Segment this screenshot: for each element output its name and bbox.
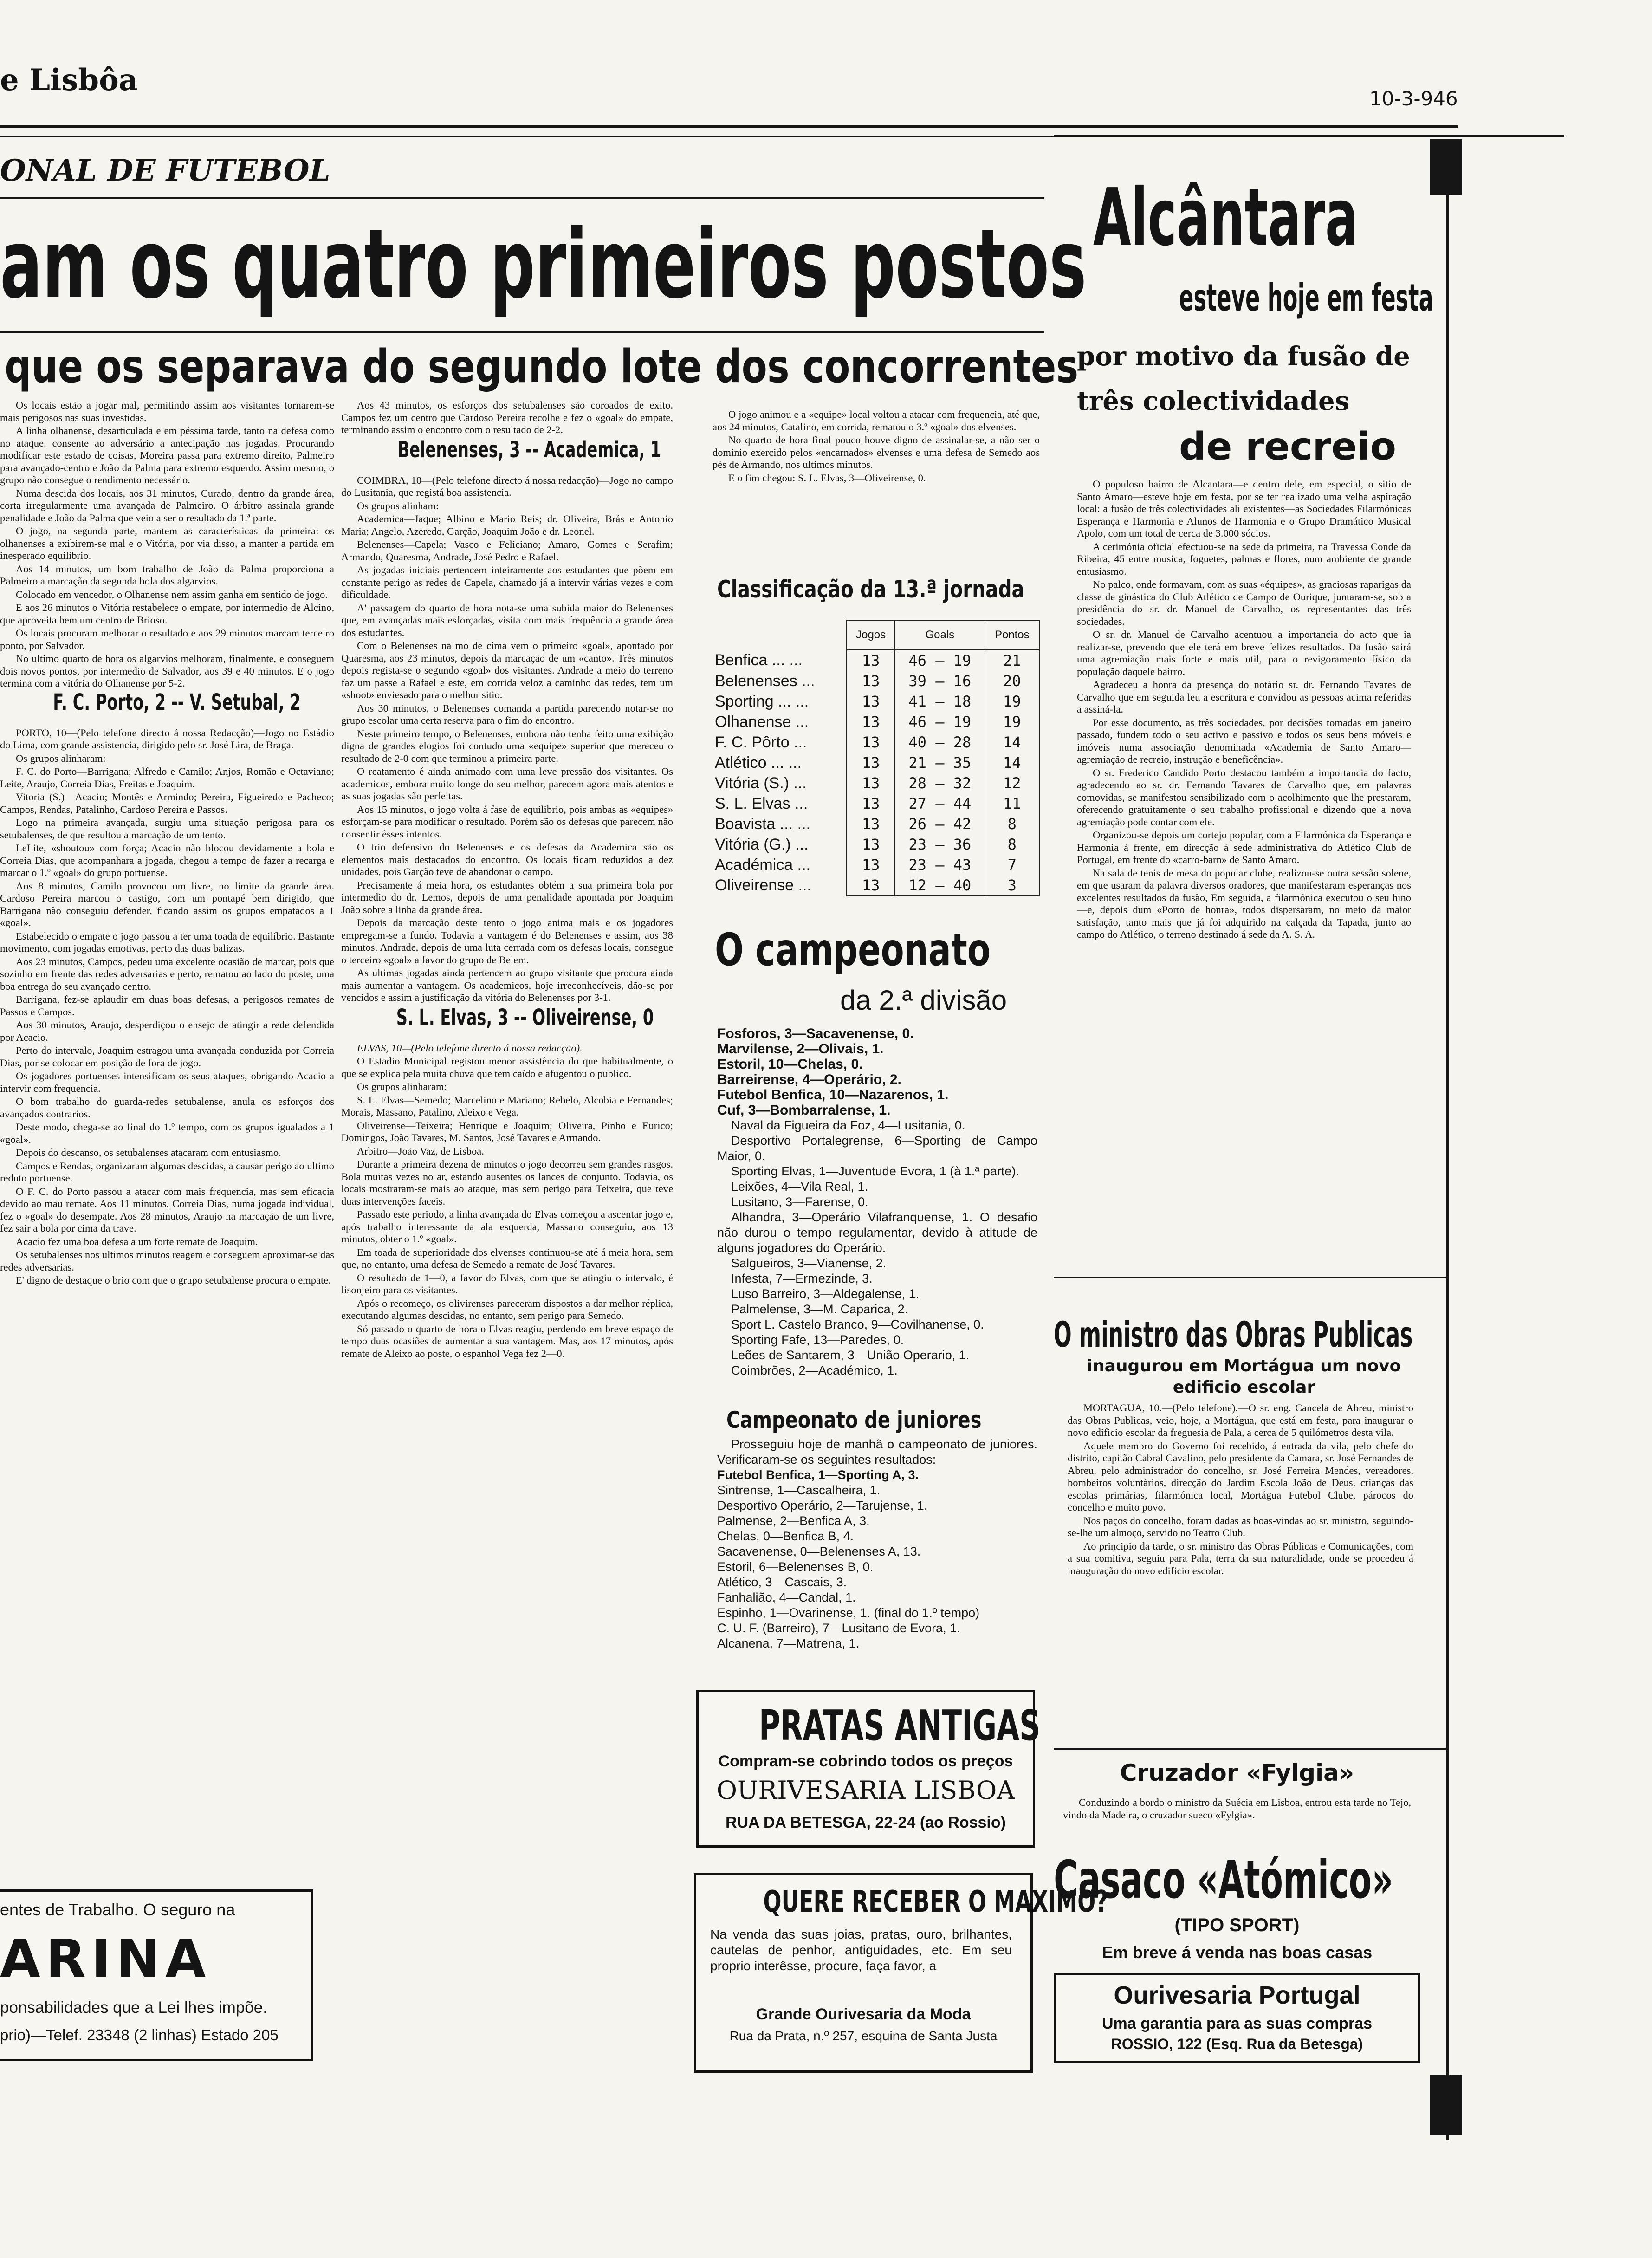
ad-casaco-title-text: Casaco «Atómico»: [1054, 1850, 1393, 1910]
paragraph: MORTAGUA, 10.—(Pelo telefone).—O sr. eng. Cancela de Abreu, ministro das Obras Publicas, veio, hoje, a Mortágua, que está em festa, para inaugurar o novo edificio escolar da freguesia de Pala, a cerca de 5 quilómetros desta vila.: [1068, 1402, 1413, 1438]
points: 19: [985, 712, 1039, 732]
paragraph: Vitoria (S.)—Acacio; Montês e Armindo; Pereira, Figueiredo e Pacheco; Campos, Rendas, Patalinho, Cardoso Pereira e Passos.: [0, 791, 334, 815]
team-name: Vitória (S.) ...: [715, 774, 807, 792]
result-line: Futebol Benfica, 10—Nazarenos, 1.: [717, 1087, 949, 1103]
alcantara-sub1: [1179, 276, 1433, 323]
paragraph: Acacio fez uma boa defesa a um forte remate de Joaquim.: [16, 1235, 258, 1247]
result-line: Alcanena, 7—Matrena, 1.: [717, 1636, 860, 1650]
standings-title-text: Classificação da 13.ª jornada: [717, 576, 1024, 603]
result-line: Estoril, 6—Belenenses B, 0.: [717, 1560, 874, 1574]
paragraph: O trio defensivo do Belenenses e os defesas da Academica são os elementos mais destacados do encontro. Os locais ficam reduzidos a dez unidades, pois Garção teve de abandonar o campo.: [341, 841, 673, 877]
paragraph: Neste primeiro tempo, o Belenenses, embora não tenha feito uma exibição digna de grandes elogios foi contudo uma «equipe» superior que mereceu o resultado de 2-0 com que terminou a primeira parte.: [341, 727, 673, 764]
paragraph: Estabelecido o empate o jogo passou a ter uma toada de equilíbrio. Bastante movimento, com jogadas emotivas, perto das duas balizas.: [0, 930, 334, 954]
paragraph: As ultimas jogadas ainda pertencem ao grupo visitante que procura ainda mais aumentar a vantagem. Os academicos, hoje irreconhecíveis, dão-se por vencidos e assim a justificação da vitória do Belenenses por 3-1.: [341, 967, 673, 1003]
cruzador-title: Cruzador «Fylgia»: [1120, 1759, 1354, 1786]
paragraph: Os grupos alinham:: [357, 500, 439, 512]
standings-title: [717, 576, 1042, 608]
goals: 12 — 40: [895, 875, 985, 896]
ad-seguro-brand: ARINA: [0, 1929, 212, 1989]
games: 13: [847, 773, 895, 793]
points: 21: [985, 650, 1039, 671]
result-line: Fosforos, 3—Sacavenense, 0.: [717, 1026, 914, 1041]
paragraph: Aos 30 minutos, Araujo, desperdiçou o ensejo de atingir a rede defendida por Acacio.: [0, 1019, 334, 1043]
paragraph: ELVAS, 10—(Pelo telefone directo á nossa redacção).: [357, 1042, 583, 1054]
paragraph: E aos 26 minutos o Vitória restabelece o empate, por intermedio de Alcino, que aproveita bem um centro de Brioso.: [0, 602, 334, 626]
result-line: Palmense, 2—Benfica A, 3.: [717, 1514, 870, 1528]
points: 20: [985, 671, 1039, 691]
points: 11: [985, 793, 1039, 814]
paragraph: O reatamento é ainda animado com uma leve pressão dos visitantes. Os academicos, embora muito longe do seu melhor, parecem agora mais atentos e as suas jogadas são perfeitas.: [341, 766, 673, 802]
table-row: [715, 732, 1039, 753]
alcantara-title: [1093, 172, 1418, 265]
alcantara-sub3: de recreio: [1179, 425, 1397, 469]
ad-seguro-line1: entes de Trabalho. O seguro na: [0, 1900, 235, 1919]
table-row: [715, 712, 1039, 732]
col1-article-2: [0, 727, 334, 1287]
col1-article-1: [0, 399, 334, 690]
paragraph: Na sala de tenis de mesa do popular clube, realizou-se outra sessão solene, em que usaram da palavra diversos oradores, que manifestaram esperanças nos excelentes resultados da fusão, Em seguida, a filarmónica executou o seu hino—e, depois dum «Porto de honra», todos dispersaram, no meio da maior satisfação, tanto mais que já foi adquirido na calçada da Tapada, junto ao campo do Atlético, o terreno destinado á sede da A. S. A.: [1077, 867, 1411, 940]
campeonato-subtitle: da 2.ª divisão: [840, 985, 1007, 1016]
paragraph: Depois do descanso, os setubalenses atacaram com entusiasmo.: [16, 1147, 281, 1158]
result-line: Leões de Santarem, 3—União Operario, 1.: [731, 1348, 970, 1362]
paragraph: Com o Belenenses na mó de cima vem o primeiro «goal», apontado por Quaresma, aos 23 minutos, depois da marcação de um «canto». Três minutos depois regista-se o segundo «goal» dos visitantes. Andrade a meio do terreno faz um passe a Rafael e este, em corrida veloz a caminho das redes, tem um «shoot» enviesado para o melhor sitio.: [341, 640, 673, 701]
points: 3: [985, 875, 1039, 896]
paragraph: Conduzindo a bordo o ministro da Suécia em Lisboa, entrou esta tarde no Tejo, vindo da Madeira, o cruzador sueco «Fylgia».: [1063, 1797, 1411, 1821]
col-header-goals: Goals: [895, 620, 985, 650]
team-name: S. L. Elvas ...: [715, 794, 808, 812]
paragraph: O resultado de 1—0, a favor do Elvas, com que se atingiu o intervalo, é lisonjeiro para os visitantes.: [341, 1272, 673, 1296]
result-line: Estoril, 10—Chelas, 0.: [717, 1057, 863, 1072]
alcantara-article: [1077, 478, 1411, 1277]
goals: 40 — 28: [895, 732, 985, 753]
table-row: [715, 875, 1039, 896]
paragraph: Ao principio da tarde, o sr. ministro das Obras Públicas e Comunicações, com a sua comitiva, seguiu para Pala, terra da sua naturalidade, onde se procedeu á inauguração do novo edificio escolar.: [1068, 1540, 1413, 1577]
result-line: Luso Barreiro, 3—Aldegalense, 1.: [731, 1287, 920, 1301]
juniors-title-text: Campeonato de juniores: [726, 1407, 982, 1434]
table-row: [715, 793, 1039, 814]
goals: 41 — 18: [895, 691, 985, 712]
result-line: Naval da Figueira da Foz, 4—Lusitania, 0.: [731, 1118, 965, 1132]
result-line: Fanhalião, 4—Candal, 1.: [717, 1590, 856, 1604]
table-row: [715, 834, 1039, 855]
table-row: [715, 671, 1039, 691]
paragraph: Oliveirense—Teixeira; Henrique e Joaquim; Oliveira, Pinho e Eurico; Domingos, João Tavares, M. Santos, José Tavares e Armando.: [341, 1119, 673, 1143]
games: 13: [847, 753, 895, 773]
team-name: F. C. Pôrto ...: [715, 733, 807, 751]
paragraph: No quarto de hora final pouco houve digno de assinalar-se, a não ser o dominio exercido pelos «encarnados» elvenses e uma defesa de Semedo aos pés de Armando, nos ultimos minutos.: [713, 434, 1040, 470]
paragraph: E' digno de destaque o brio com que o grupo setubalense procura o empate.: [16, 1274, 331, 1286]
match-heading-porto-setubal: F. C. Porto, 2 -- V. Setubal, 2: [53, 689, 301, 715]
paragraph: Aos 23 minutos, Campos, pedeu uma excelente ocasião de marcar, pois que sozinho em frente das redes adversarias e perto, rematou ao lado do poste, uma boa entrega do seu avançado centro.: [0, 955, 334, 992]
paragraph: Perto do intervalo, Joaquim estragou uma avançada conduzida por Correia Dias, por se colocar em posição de fora de jogo.: [0, 1045, 334, 1069]
paragraph: Deste modo, chega-se ao final do 1.º tempo, com os grupos igualados a 1 «goal».: [0, 1121, 334, 1145]
games: 13: [847, 691, 895, 712]
ad-ourivesaria-portugal: [1054, 1973, 1420, 2063]
match-heading-elvas-oliveirense: S. L. Elvas, 3 -- Oliveirense, 0: [396, 1004, 654, 1031]
result-line: C. U. F. (Barreiro), 7—Lusitano de Evora, 1.: [717, 1621, 960, 1635]
paragraph: Precisamente á meia hora, os estudantes obtém a sua primeira bola por intermedio do dr. Lemos, depois de uma penalidade apontada por Joaquim João sobre a linha da grande área.: [341, 879, 673, 915]
paragraph: Os grupos alinharam:: [357, 1081, 447, 1092]
masthead-title: e Lisbôa: [0, 63, 138, 97]
goals: 28 — 32: [895, 773, 985, 793]
column-1: [0, 399, 334, 1880]
column-2: [341, 399, 673, 2191]
match-heading-belenenses-academica: Belenenses, 3 -- Academica, 1: [397, 436, 661, 463]
team-name: Belenenses ...: [715, 672, 815, 690]
paragraph: O sr. Frederico Candido Porto destacou também a importancia do facto, agradecendo ao sr. dr. Fernando Tavares de Carvalho que, em palavras comovidas, se manifestou sensibilizado com o acolhimento que lhe prestaram, oferecendo gratuitamente o seu trabalho profissional e dizendo que a nova agremiação pode contar com ele.: [1077, 766, 1411, 828]
cruzador-rule: [1054, 1748, 1448, 1750]
alcantara-sub2: por motivo da fusão de três colectividades: [1077, 341, 1410, 416]
points: 7: [985, 855, 1039, 875]
paragraph: No ultimo quarto de hora os algarvios melhoram, finalmente, e conseguem dois novos pontos, por intermedio de Salvador, aos 39 e 40 minutos. E o jogo termina com a vitória do Olhanense por 5-2.: [0, 653, 334, 689]
result-line: Lusitano, 3—Farense, 0.: [731, 1195, 868, 1209]
alcantara-title-text: Alcântara: [1093, 172, 1358, 264]
paragraph: A' passagem do quarto de hora nota-se uma subida maior do Belenenses que, em avançadas mais esforçadas, visita com mais frequência a grande área dos estudantes.: [341, 602, 673, 638]
paragraph: O bom trabalho do guarda-redes setubalense, anula os esforços dos avançados contrarios.: [0, 1096, 334, 1120]
paragraph: PORTO, 10—(Pelo telefone directo á nossa Redacção)—Jogo no Estádio do Lima, com grande assistencia, dirigido pelo sr. José Lira, de Braga.: [0, 727, 334, 751]
ad-pratas-title: PRATAS ANTIGAS: [758, 1701, 1041, 1750]
team-name: Atlético ... ...: [715, 753, 802, 772]
paragraph: S. L. Elvas—Semedo; Marcelino e Mariano; Rebelo, Alcobia e Fernandes; Morais, Massano, Patalino, Aleixo e Vega.: [341, 1094, 673, 1118]
paragraph: Só passado o quarto de hora o Elvas reagiu, perdendo em breve espaço de tempo duas ocasiões de aumentar a sua vantagem. Mas, aos 17 minutos, após remate de Aleixo ao poste, o espanhol Vega fez 2—0.: [341, 1323, 673, 1359]
goals: 23 — 36: [895, 834, 985, 855]
goals: 21 — 35: [895, 753, 985, 773]
ad-pratas-addr: RUA DA BETESGA, 22-24 (ao Rossio): [726, 1814, 1006, 1831]
paragraph: F. C. do Porto—Barrigana; Alfredo e Camilo; Anjos, Romão e Octaviano; Leite, Araujo, Correia Dias, Freitas e Joaquim.: [0, 766, 334, 790]
result-line: Desportivo Portalegrense, 6—Sporting de Campo Maior, 0.: [717, 1134, 1037, 1163]
main-headline: [0, 209, 1087, 327]
paragraph: COIMBRA, 10—(Pelo telefone directo á nossa redacção)—Jogo no campo do Lusitania, que registá boa assistencia.: [341, 474, 673, 498]
ad-ourives-sub: Uma garantia para as suas compras: [1101, 2015, 1373, 2032]
goals: 23 — 43: [895, 855, 985, 875]
paragraph: Organizou-se depois um cortejo popular, com a Filarmónica da Esperança e Harmonia á frente, em direcção á sede administrativa do Atlético Club de Portugal, em frente do «carro-barn» de Santo Amaro.: [1077, 829, 1411, 865]
paragraph: O jogo animou e a «equipe» local voltou a atacar com frequencia, até que, aos 24 minutos, Catalino, em corrida, rematou o 3.º «goal» dos elvenses.: [713, 409, 1040, 433]
paragraph: Os locais procuram melhorar o resultado e aos 29 minutos marcam terceiro ponto, por Salvador.: [0, 627, 334, 651]
table-row: [715, 773, 1039, 793]
result-line: Desportivo Operário, 2—Tarujense, 1.: [717, 1499, 928, 1512]
result-line: Sport L. Castelo Branco, 9—Covilhanense, 0.: [731, 1317, 984, 1331]
paragraph: Numa descida dos locais, aos 31 minutos, Curado, dentro da grande área, corta irregularmente uma avançada de Palmeiro. O árbitro assinala grande penalidade e João da Palma que veio a ser o resultado da 1.ª parte.: [0, 487, 334, 524]
ad-seguro: [0, 1889, 313, 2061]
ad-casaco-title: [1054, 1850, 1439, 1915]
result-line: Barreirense, 4—Operário, 2.: [717, 1072, 901, 1087]
ad-casaco-sub: (TIPO SPORT): [1174, 1915, 1300, 1935]
ministro-article: [1068, 1402, 1413, 1727]
paragraph: Aos 43 minutos, os esforços dos setubalenses são coroados de exito. Campos fez um centro que Cardoso Pereira recolhe e fez o «goal» do empate, terminando assim o encontro com o resultado de 2-2.: [341, 399, 673, 435]
points: 14: [985, 753, 1039, 773]
result-line: Espinho, 1—Ovarinense, 1. (final do 1.º tempo): [717, 1606, 980, 1620]
team-name: Vitória (G.) ...: [715, 835, 809, 853]
result-line: Sacavenense, 0—Belenenses A, 13.: [717, 1544, 921, 1558]
paragraph: Os setubalenses nos ultimos minutos reagem e conseguem aproximar-se das redes adversarias.: [0, 1249, 334, 1273]
table-row: [715, 753, 1039, 773]
team-name: Académica ...: [715, 856, 810, 874]
points: 8: [985, 814, 1039, 834]
paragraph: Aos 30 minutos, o Belenenses comanda a partida parecendo notar-se no grupo escolar uma certa reserva para o fim do encontro.: [341, 702, 673, 726]
ministro-rule: [1054, 1277, 1448, 1278]
games: 13: [847, 814, 895, 834]
paragraph: A cerimónia oficial efectuou-se na sede da primeira, na Travessa Conde da Ribeira, 45 entre musica, foguetes, palmas e flores, num ambiente de grande entusiasmo.: [1077, 540, 1411, 577]
paragraph: Aos 15 minutos, o jogo volta á fase de equilibrio, pois ambas as «equipes» esforçam-se para modificar o resultado. Porém são os defesas que parecem não consentir êsses intentos.: [341, 803, 673, 840]
table-row: [715, 650, 1039, 671]
paragraph: O Estadio Municipal registou menor assistência do que habitualmente, o que se explica pela muita chuva que tem caído e afugentou o publico.: [341, 1055, 673, 1079]
table-row: [715, 691, 1039, 712]
paragraph: LeLite, «shoutou» com força; Acacio não blocou devidamente a bola e Correia Dias, que acompanhara a jogada, chegou a tempo de fazer a recarga e marcar o 1.º «goal» do grupo portuense.: [0, 842, 334, 878]
paragraph: Em toada de superioridade dos elvenses continuou-se até á meia hora, sem que, no entanto, uma defesa de Semedo a remate de José Tavares.: [341, 1246, 673, 1270]
ad-ourives-title: Ourivesaria Portugal: [1114, 1981, 1360, 2009]
result-line: Prosseguiu hoje de manhã o campeonato de juniores. Verificaram-se os seguintes resultados:: [717, 1437, 1037, 1466]
col-header-pontos: Pontos: [985, 620, 1039, 650]
ministro-sub: inaugurou em Mortágua um novo edificio escolar: [1087, 1356, 1401, 1397]
ad-pratas-sub: Compram-se cobrindo todos os preços: [718, 1752, 1013, 1770]
ad-maximo-title: QUERE RECEBER O MAXIMO?: [763, 1885, 1108, 1919]
result-line: Salgueiros, 3—Vianense, 2.: [731, 1256, 887, 1270]
games: 13: [847, 855, 895, 875]
paragraph: Depois da marcação deste tento o jogo anima mais e os jogadores empregam-se a fundo. Todavia a vantagem é do Belenenses e assim, aos 38 minutos, Andrade, depois de uma luta cerrada com os defesas locais, consegue o terceiro «goal» a favor do grupo de Belem.: [341, 917, 673, 966]
team-name: Benfica ... ...: [715, 651, 803, 669]
points: 19: [985, 691, 1039, 712]
games: 13: [847, 671, 895, 691]
goals: 46 — 19: [895, 712, 985, 732]
result-line: Palmelense, 3—M. Caparica, 2.: [731, 1302, 908, 1316]
ad-ourives-addr: ROSSIO, 122 (Esq. Rua da Betesga): [1111, 2036, 1363, 2052]
sub-headline-text: que os separava do segundo lote dos concorrentes: [5, 340, 1079, 393]
juniors-title: [726, 1407, 1042, 1436]
alcantara-sub1-text: esteve hoje em festa: [1179, 276, 1433, 319]
ad-pratas-antigas: [696, 1690, 1041, 1848]
paragraph: Nos paços do concelho, foram dadas as boas-vindas ao sr. ministro, seguindo-se-lhe um almoço, servido no Teatro Club.: [1068, 1514, 1413, 1538]
paragraph: Os locais estão a jogar mal, permitindo assim aos visitantes tornarem-se mais perigosos nas suas investidas.: [0, 399, 334, 423]
paragraph: Por esse documento, as três sociedades, por decisões tomadas em janeiro passado, fundem todo o seu activo e passivo e todos os seus bens móveis e imóveis numa associação denominada «Academia de Santo Amaro—agremiação de recreio, instrução e beneficência».: [1077, 716, 1411, 765]
result-line: Coimbrões, 2—Académico, 1.: [731, 1363, 898, 1377]
juniors-results: [717, 1437, 1037, 1683]
result-line: Sintrense, 1—Cascalheira, 1.: [717, 1483, 881, 1497]
paragraph: Belenenses—Capela; Vasco e Feliciano; Amaro, Gomes e Serafim; Armando, Quaresma, Andrade, José Pedro e Rafael.: [341, 539, 673, 563]
result-line: Alhandra, 3—Operário Vilafranquense, 1. O desafio não durou o tempo regulamentar, devido à atitude de alguns jogadores do Operário.: [717, 1210, 1037, 1255]
games: 13: [847, 712, 895, 732]
second-division-results: [717, 1026, 1037, 1411]
paragraph: O F. C. do Porto passou a atacar com mais frequencia, mas sem eficacia devido ao mau remate. Aos 11 minutos, Correia Dias, numa jogada individual, fez o «goal» do desempate. Aos 28 minutos, Araujo na marcação de um livre, fez sair a bola por cima da trave.: [0, 1185, 334, 1234]
paragraph: Colocado em vencedor, o Olhanense nem assim ganha em sentido de jogo.: [16, 588, 328, 600]
ad-maximo-addr: Rua da Prata, n.º 257, esquina de Santa Justa: [729, 2029, 998, 2043]
points: 12: [985, 773, 1039, 793]
result-line: Leixões, 4—Vila Real, 1.: [731, 1180, 868, 1194]
result-line: Cuf, 3—Bombarralense, 1.: [717, 1103, 891, 1118]
paragraph: O sr. dr. Manuel de Carvalho acentuou a importancia do acto que ia realizar-se, prevendo que ele terá em breve felizes resultados. Da fusão sairá uma agremiação mais forte e mais util, para o revigoramento físico da população daquele bairro.: [1077, 629, 1411, 677]
paragraph: O populoso bairro de Alcantara—e dentro dele, em especial, o sitio de Santo Amaro—esteve hoje em festa, por se ter realizado uma velha aspiração local: a fusão de três colectividades ali existentes—as Sociedades Filarmónicas Esperança e Harmonia e Alunos de Harmonia e o Grupo Dramático Musical Apolo, com um total de cerca de 3.000 sócios.: [1077, 478, 1411, 539]
ad-maximo: [694, 1873, 1108, 2073]
ad-maximo-name: Grande Ourivesaria da Moda: [756, 2005, 971, 2023]
paragraph: Aos 14 minutos, um bom trabalho de João da Palma proporciona a Palmeiro a marcação da segunda bola dos algarvios.: [0, 563, 334, 587]
paragraph: Passado este periodo, a linha avançada do Elvas começou a ascentar jogo e, após trabalho interessante da ala esquerda, Massano conseguiu, aos 13 minutos, obter o 1.º «goal».: [341, 1208, 673, 1245]
campeonato-title-text: O campeonato: [715, 924, 991, 976]
team-name: Olhanense ...: [715, 713, 809, 731]
paragraph: As jogadas iniciais pertencem inteiramente aos estudantes que põem em constante perigo as redes de Capela, chamado já a intervir várias vezes e com dificuldade.: [341, 564, 673, 600]
paragraph: Agradeceu a honra da presença do notário sr. dr. Fernando Tavares de Carvalho que em seguida leu a escritura e convidou as pessoas acima referidas a assiná-la.: [1077, 679, 1411, 715]
games: 13: [847, 650, 895, 671]
ad-seguro-line3: prio)—Telef. 23348 (2 linhas) Estado 205: [0, 2026, 279, 2044]
section-rule: [0, 197, 1044, 199]
goals: 46 — 19: [895, 650, 985, 671]
standings-table: [715, 620, 1040, 896]
table-row: [715, 855, 1039, 875]
ministro-title-text: O ministro das Obras Publicas: [1054, 1314, 1413, 1355]
ad-maximo-text: Na venda das suas joias, pratas, ouro, brilhantes, cautelas de penhor, antiguidades, etc. Em seu proprio interêsse, procure, faça favor, a: [710, 1927, 1012, 1973]
games: 13: [847, 834, 895, 855]
paragraph: O jogo, na segunda parte, mantem as características da primeira: os olhanenses a exibirem-se mal e o Vitória, por via disso, a manter a partida em inesperado equilíbrio.: [0, 525, 334, 561]
paragraph: Aquele membro do Governo foi recebido, á entrada da vila, pelo chefe do distrito, capitão Cabral Cavalino, pelo presidente da Camara, sr. José Fernandes de Abreu, pelo administrador do concelho, sr. José Ferreira Mendes, vereadores, bombeiros voluntários, direcção do Jardim Escola João de Deus, crianças das escolas primárias, filarmónica local, Mortágua Futebol Clube, párocos do concelho e muito povo.: [1068, 1440, 1413, 1513]
paragraph: Durante a primeira dezena de minutos o jogo decorreu sem grandes rasgos. Bola muitas vezes no ar, estando ausentes os lances de conjunto. Todavia, os locais mostraram-se mais ao ataque, mas sem perigo para Teixeira, que teve duas intervenções faceis.: [341, 1158, 673, 1207]
paragraph: E o fim chegou: S. L. Elvas, 3—Oliveirense, 0.: [728, 472, 926, 484]
right-frame-marker-top: [1430, 139, 1462, 195]
paragraph: Barrigana, fez-se aplaudir em duas boas defesas, a perigosos remates de Passos e Campos.: [0, 993, 334, 1018]
points: 8: [985, 834, 1039, 855]
campeonato-title: [715, 924, 1040, 975]
games: 13: [847, 732, 895, 753]
column-3: [713, 409, 1040, 603]
col-header-jogos: Jogos: [847, 620, 895, 650]
result-line: Sporting Fafe, 13—Paredes, 0.: [731, 1333, 904, 1347]
paragraph: Academica—Jaque; Albino e Mario Reis; dr. Oliveira, Brás e Antonio Maria; Angelo, Azeredo, Garção, Joaquim João e dr. Leonel.: [341, 513, 673, 537]
right-frame-marker-bottom: [1430, 2075, 1462, 2135]
main-headline-text: am os quatro primeiros postos: [0, 209, 1087, 320]
team-name: Boavista ... ...: [715, 815, 810, 833]
paragraph: A linha olhanense, desarticulada e em péssima tarde, tanto na defesa como no ataque, consente ao adversário a antecipação nas jogadas. Procurando modificar este estado de coisas, Moreira passa para extremo direito, Palmeiro para avançado-centro e João da Palma para extremo esquerdo. Assim mesmo, o grupo não consegue o rendimento necessário.: [0, 425, 334, 486]
table-row: [715, 814, 1039, 834]
top-rule-1: [0, 125, 1458, 128]
result-line: Sporting Elvas, 1—Juventude Evora, 1 (à 1.ª parte).: [731, 1164, 1019, 1178]
paragraph: Após o recomeço, os olivirenses pareceram dispostos a dar melhor réplica, executando algumas descidas, no entanto, sem perigo para Semedo.: [341, 1297, 673, 1321]
paragraph: Aos 8 minutos, Camilo provocou um livre, no limite da grande área. Cardoso Pereira marcou o castigo, com um pontapé bem dirigido, que Barrigana não conseguiu defender, ficando assim os grupos empatados a 1 «goal».: [0, 880, 334, 928]
paragraph: Os grupos alinharam:: [16, 752, 106, 764]
paragraph: Os jogadores portuenses intensificam os seus ataques, obrigando Acacio a intervir com frequencia.: [0, 1070, 334, 1094]
result-line: Infesta, 7—Ermezinde, 3.: [731, 1272, 873, 1285]
paragraph: Arbitro—João Vaz, de Lisboa.: [357, 1145, 484, 1157]
sub-headline: [5, 339, 1079, 399]
ministro-title: [1054, 1314, 1439, 1356]
goals: 26 — 42: [895, 814, 985, 834]
result-line: Futebol Benfica, 1—Sporting A, 3.: [717, 1468, 919, 1482]
paragraph: Campos e Rendas, organizaram algumas descidas, a causar perigo ao ultimo reduto portuense.: [0, 1160, 334, 1184]
ad-pratas-name: OURIVESARIA LISBOA: [716, 1776, 1015, 1805]
team-name: Sporting ... ...: [715, 692, 809, 710]
goals: 39 — 16: [895, 671, 985, 691]
paragraph: No palco, onde formavam, com as suas «équipes», as graciosas raparigas da classe de ginástica do Club Atlético de Campo de Ourique, juntaram-se, sob a presidência do sr. dr. Manuel de Carvalho, os representantes das três sociedades.: [1077, 578, 1411, 627]
masthead-date: 10-3-946: [1369, 87, 1458, 110]
result-line: Marvilense, 2—Olivais, 1.: [717, 1041, 884, 1057]
result-line: Chelas, 0—Benfica B, 4.: [717, 1529, 854, 1543]
result-line: Atlético, 3—Cascais, 3.: [717, 1575, 847, 1589]
points: 14: [985, 732, 1039, 753]
right-frame-side: [1446, 139, 1449, 2140]
games: 13: [847, 875, 895, 896]
ad-casaco-line: Em breve á venda nas boas casas: [1101, 1943, 1373, 1962]
goals: 27 — 44: [895, 793, 985, 814]
section-label: ONAL DE FUTEBOL: [0, 153, 330, 188]
paragraph: Logo na primeira avançada, surgiu uma situação perigosa para os setubalenses, de que resultou a marcação de um tento.: [0, 817, 334, 841]
games: 13: [847, 793, 895, 814]
team-name: Oliveirense ...: [715, 876, 811, 894]
ad-seguro-line2: ponsabilidades que a Lei lhes impõe.: [0, 1998, 267, 2017]
cruzador-text: [1063, 1797, 1411, 1822]
headline-rule: [0, 331, 1044, 333]
right-frame-top: [1054, 135, 1564, 137]
